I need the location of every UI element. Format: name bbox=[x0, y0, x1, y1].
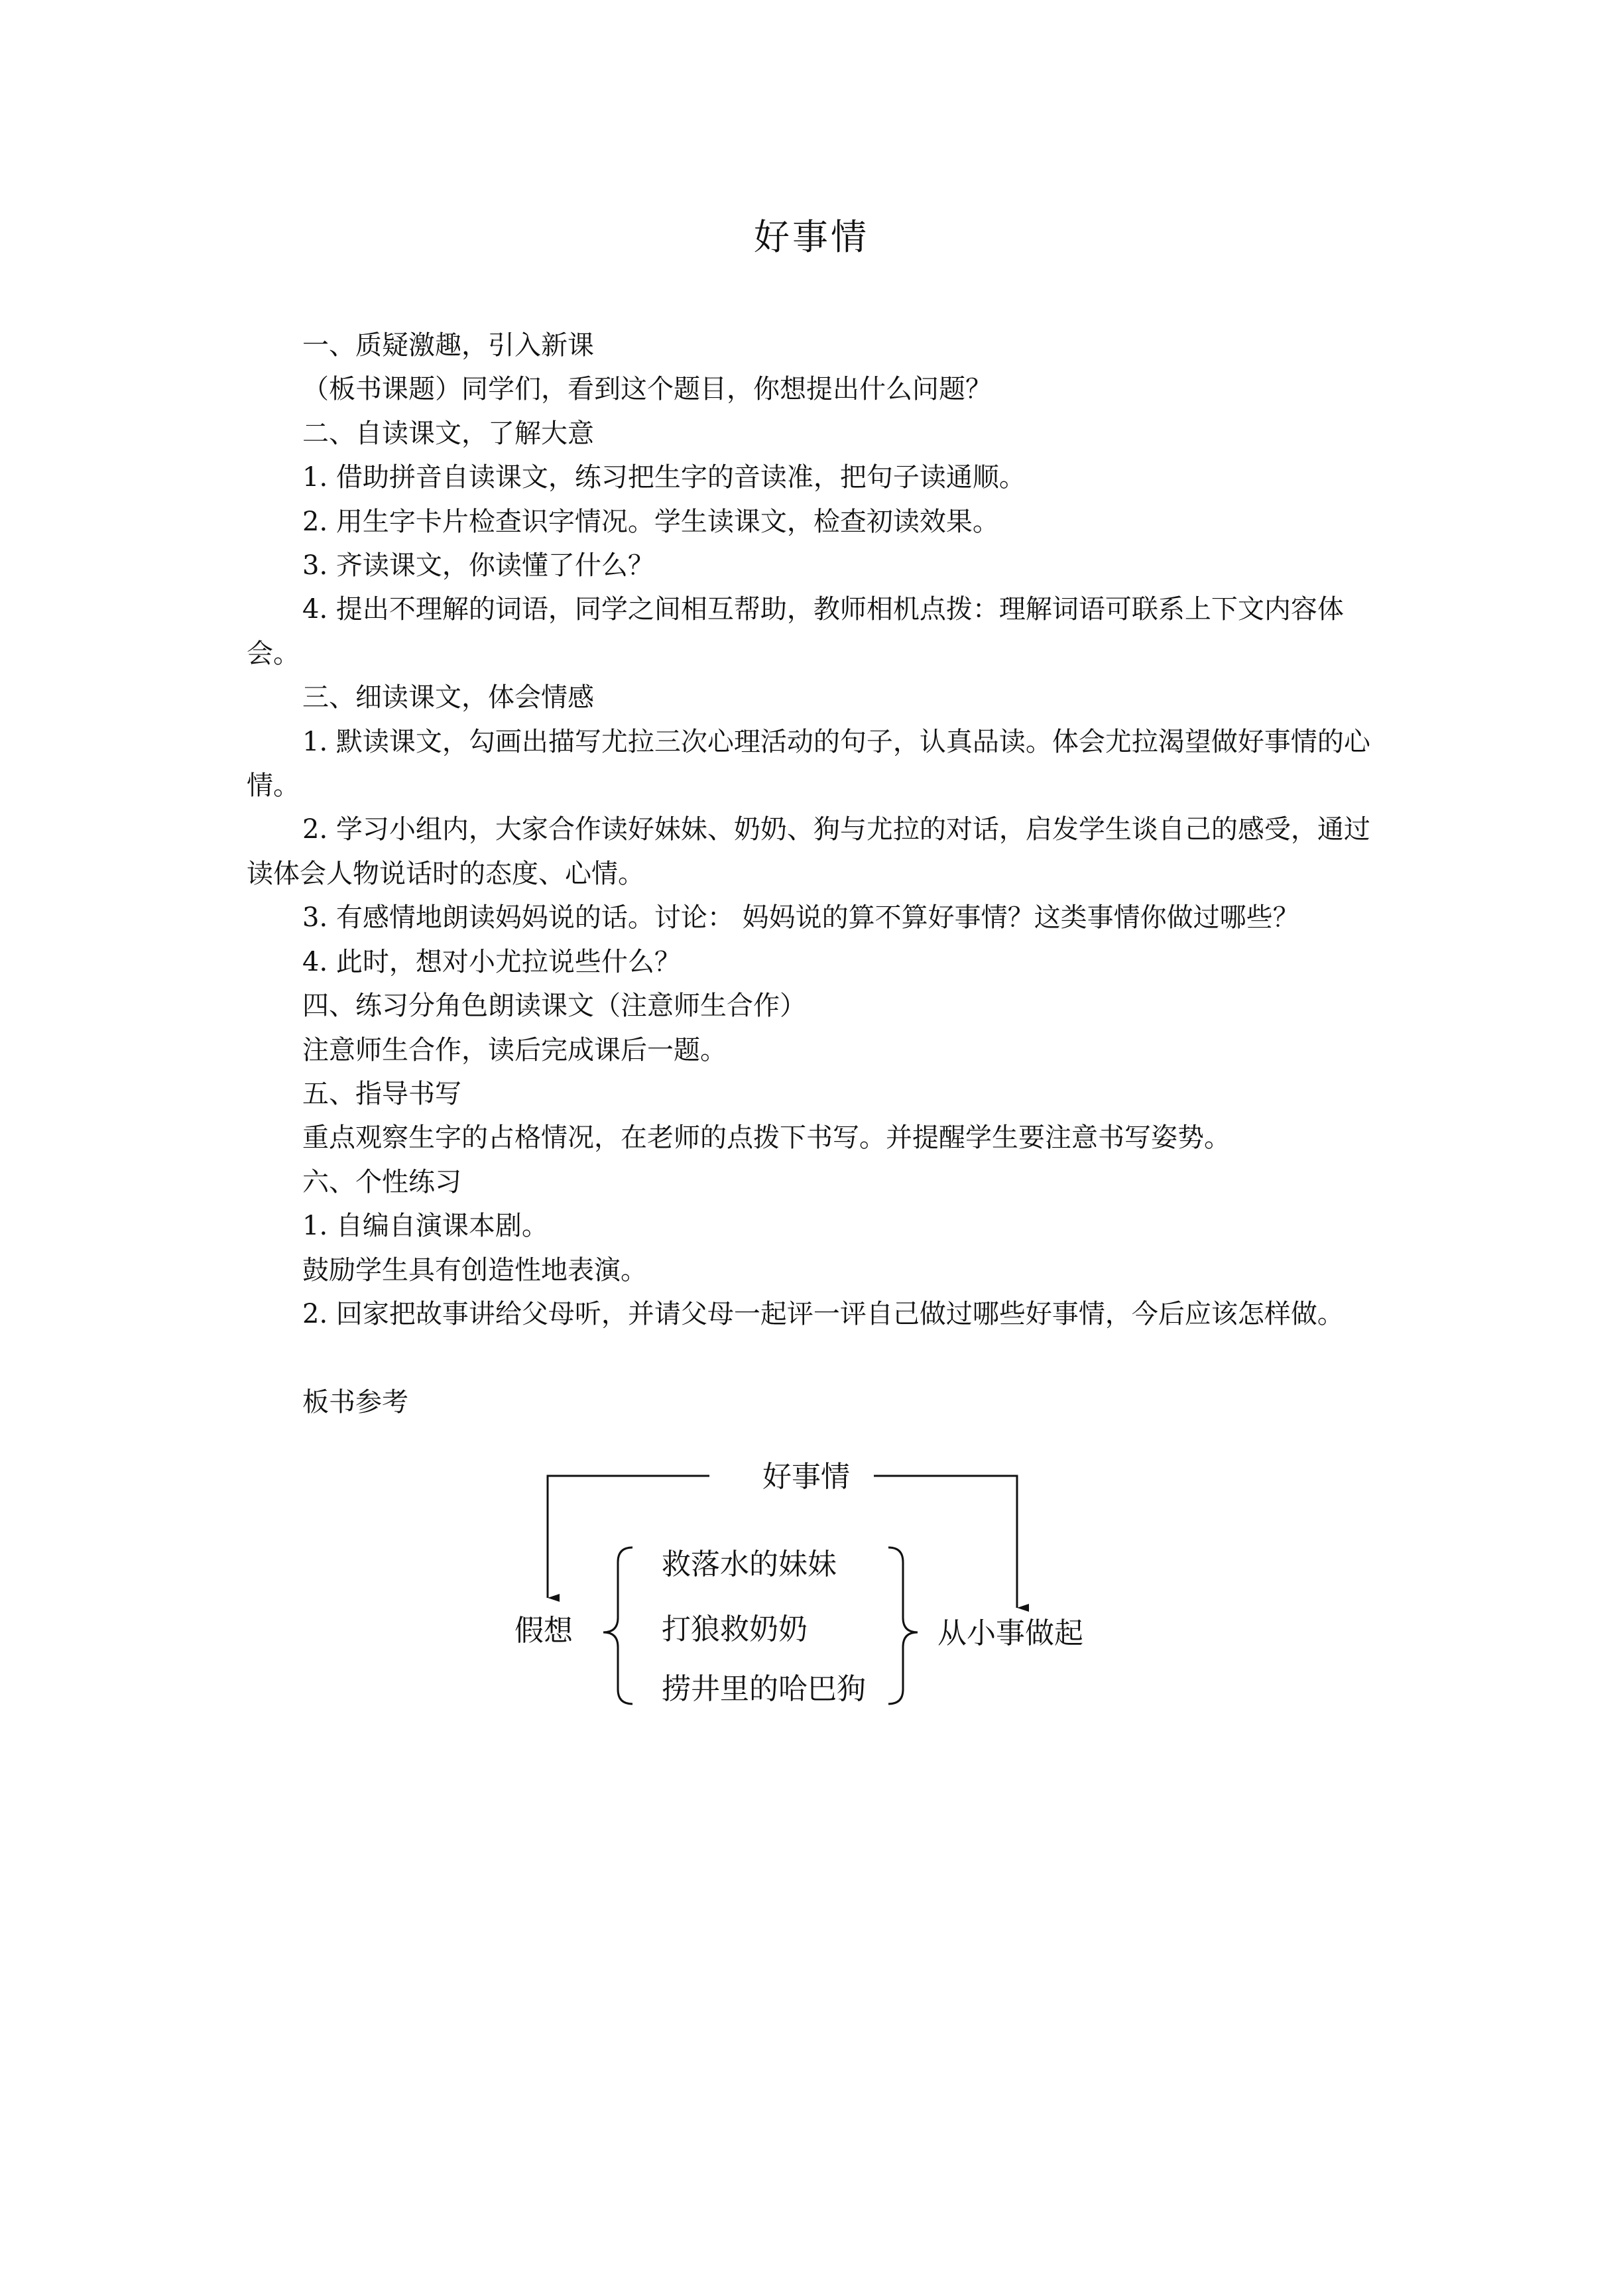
paragraph: 1. 自编自演课本剧。 bbox=[302, 1211, 548, 1242]
paragraph: 鼓励学生具有创造性地表演。 bbox=[302, 1254, 647, 1286]
paragraph: 2. 用生字卡片检查识字情况。学生读课文，检查初读效果。 bbox=[302, 506, 999, 537]
right-brace bbox=[888, 1547, 918, 1704]
paragraph: 五、指导书写 bbox=[302, 1078, 461, 1109]
diagram-right-label: 从小事做起 bbox=[937, 1616, 1083, 1650]
left-brace bbox=[603, 1547, 632, 1704]
paragraph: 2. 回家把故事讲给父母听，并请父母一起评一评自己做过哪些好事情，今后应该怎样做。 bbox=[302, 1298, 1344, 1329]
paragraph: 四、练习分角色朗读课文（注意师生合作） bbox=[302, 991, 806, 1022]
diagram-left-label: 假想 bbox=[514, 1614, 573, 1648]
paragraph: 4. 此时，想对小尤拉说些什么？ bbox=[302, 946, 681, 977]
paragraph: 六、个性练习 bbox=[302, 1166, 461, 1197]
diagram-top-label: 好事情 bbox=[762, 1460, 850, 1494]
paragraph: 一、质疑激趣，引入新课 bbox=[302, 330, 594, 361]
paragraph: 4. 提出不理解的词语，同学之间相互帮助，教师相机点拨：理解词语可联系上下文内容体会。 bbox=[247, 594, 1344, 669]
diagram-item-2: 打狼救奶奶 bbox=[662, 1612, 808, 1646]
paragraph: 1. 默读课文，勾画出描写尤拉三次心理活动的句子，认真品读。体会尤拉渴望做好事情的心情。 bbox=[247, 726, 1370, 802]
paragraph: 1. 借助拼音自读课文，练习把生字的音读准，把句子读通顺。 bbox=[302, 462, 1026, 493]
paragraph: （板书课题）同学们，看到这个题目，你想提出什么问题？ bbox=[302, 374, 992, 405]
page-title: 好事情 bbox=[754, 216, 869, 258]
paragraph: 二、自读课文，了解大意 bbox=[302, 418, 594, 449]
diagram-item-3: 捞井里的哈巴狗 bbox=[662, 1672, 866, 1706]
diagram-item-1: 救落水的妹妹 bbox=[662, 1547, 837, 1581]
paragraph: 3. 有感情地朗读妈妈说的话。讨论： 妈妈说的算不算好事情？这类事情你做过哪些？ bbox=[302, 902, 1299, 934]
paragraph: 3. 齐读课文，你读懂了什么？ bbox=[302, 550, 654, 581]
paragraph: 重点观察生字的占格情况，在老师的点拨下书写。并提醒学生要注意书写姿势。 bbox=[302, 1122, 1231, 1154]
paragraph: 注意师生合作，读后完成课后一题。 bbox=[302, 1034, 727, 1065]
paragraph: 2. 学习小组内，大家合作读好妹妹、奶奶、狗与尤拉的对话，启发学生谈自己的感受，通过读体会人物说话时的态度、心情。 bbox=[247, 814, 1370, 889]
paragraph: 三、细读课文，体会情感 bbox=[302, 682, 594, 713]
right-arrow-line bbox=[874, 1476, 1017, 1608]
paragraph: 板书参考 bbox=[302, 1386, 408, 1418]
